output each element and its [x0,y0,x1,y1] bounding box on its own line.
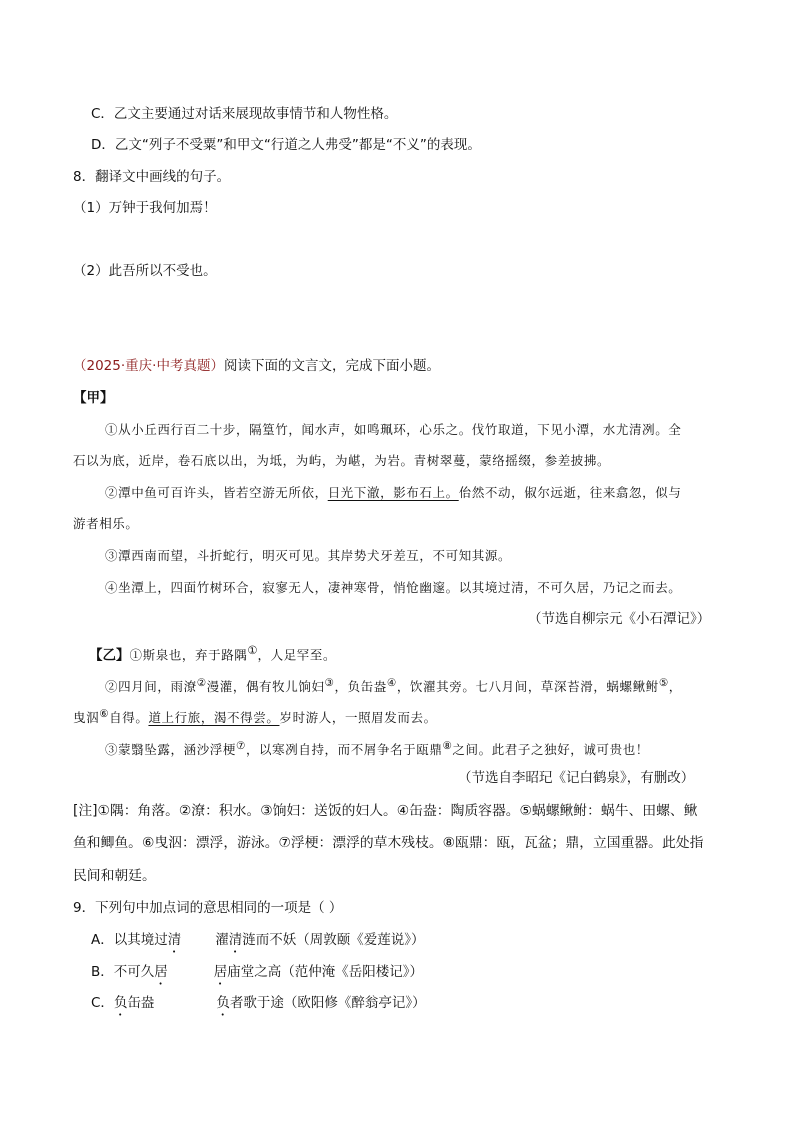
yi-p2-text-g: 自得。 [109,710,149,726]
yi-p3-text-a: ③蒙翳坠露，涵沙浮梗 [105,742,237,758]
question-8-sentence-1: （1）万钟于我何加焉！ [73,200,217,216]
yi-p3-text-c: 之间。此君子之独好，诚可贵也！ [452,742,649,758]
note-marker-2: ② [196,677,207,689]
section-header [73,356,440,376]
option-c: C．乙文主要通过对话来展现故事情节和人物性格。 [91,106,398,122]
yi-p1-text-a: ①斯泉也，弃于路隅 [129,647,248,663]
note-marker-6: ⑥ [99,708,110,720]
source-tag: （2025·重庆·中考真题） [73,358,224,374]
notes-line1: [注]①隅：角落。②潦：积水。③饷妇：送饭的妇人。④缶盎：陶质容器。⑤蜗螺鳅鲋：蜗牛、田螺、鳅 [73,803,698,819]
q9-option-b [91,962,423,988]
note-marker-8: ⑧ [442,740,453,752]
q9-a-dotted-word-2: 清 [228,932,243,948]
q9-c-compare-text: 者歌于途（欧阳修《醉翁亭记》） [229,995,426,1011]
yi-p2-line1 [105,673,682,697]
option-d: D．乙文“列子不受粟”和甲文“行道之人弗受”都是“不义”的表现。 [91,137,481,153]
question-8-stem: 8．翻译文中画线的句子。 [73,169,231,185]
jia-p1-line1: ①从小丘西行百二十步，隔篁竹，闻水声，如鸣珮环，心乐之。伐竹取道，下见小潭，水尤清冽。全 [105,422,682,437]
yi-p3-text-b: ，以寒冽自持，而不屑争名于瓯鼎 [245,742,443,758]
passage-yi-label: 【乙】 [89,647,130,664]
notes-line3: 民间和朝廷。 [73,868,156,884]
jia-p2-line2: 游者相乐。 [73,516,139,531]
note-marker-1: ① [247,644,258,657]
q9-b-compare-text: 庙堂之高（范仲淹《岳阳楼记》） [227,964,424,980]
q9-option-a [91,930,425,956]
note-marker-7: ⑦ [236,740,246,752]
q9-a-compare-text: 涟而不妖（周敦颐《爱莲说》） [242,932,425,948]
jia-p3: ③潭西南而望，斗折蛇行，明灭可见。其岸势犬牙差互，不可知其源。 [105,548,512,563]
q9-a-dotted-word: 清 [167,932,182,948]
q9-c-dotted-word-2: 负 [216,995,230,1011]
jia-p2-text-b: 佁然不动，俶尔远逝，往来翕忽，似与 [458,485,682,500]
q9-a-compare-prefix: 濯 [215,932,229,948]
q9-b-dotted-word: 居 [154,964,168,980]
jia-p2-text-a: ②潭中鱼可百许头，皆若空游无所依， [105,485,328,500]
question-9-stem: 9．下列句中加点词的意思相同的一项是（ ） [73,900,343,916]
yi-p1-text-b: ，人足罕至。 [257,647,337,663]
yi-p2-text-f: 曳泅 [73,710,100,726]
yi-p2-text-e: ， [668,679,682,695]
yi-p3-line [105,736,649,760]
q9-c-prefix: C． [91,995,114,1011]
yi-p2-text-c: ，负缶盎 [334,679,387,695]
yi-p2-text-h: 岁时游人，一照眉发而去。 [279,710,437,726]
yi-underlined-sentence: 道上行旅，渴不得尝。 [148,710,280,726]
yi-p2-line2 [73,704,437,728]
notes-line2: 鱼和鲫鱼。⑥曳泅：漂浮，游泳。⑦浮梗：漂浮的草木残枝。⑧瓯鼎：瓯，瓦盆；鼎，立国重器。此处指 [73,835,704,851]
jia-p1-line2: 石以为底，近岸，卷石底以出，为坻，为屿，为嵁，为岩。青树翠蔓，蒙络摇缀，参差披拂。 [73,453,611,468]
note-marker-5: ⑤ [658,677,669,689]
jia-underlined-sentence: 日光下澈，影布石上。 [327,485,459,500]
section-instruction: 阅读下面的文言文，完成下面小题。 [223,358,440,374]
yi-p2-text-d: ，饮濯其旁。七八月间，草深苔滑，蜗螺鳅鲋 [396,679,659,695]
passage-jia-label: 【甲】 [73,390,114,406]
jia-p4: ④坐潭上，四面竹树环合，寂寥无人，凄神寒骨，悄怆幽邃。以其境过清，不可久居，乃记之而去。 [105,580,682,595]
note-marker-3: ③ [324,677,335,689]
q9-b-dotted-word-2: 居 [213,964,228,980]
question-8-sentence-2: （2）此吾所以不受也。 [73,263,217,279]
yi-p1-line [89,641,336,666]
jia-p2-line1 [105,483,681,503]
q9-b-prefix: B．不可久 [91,964,155,980]
yi-citation: （节选自李昭玘《记白鹤泉》，有删改） [458,770,695,786]
note-marker-4: ④ [386,677,397,689]
q9-c-text: 缶盎 [127,995,155,1011]
jia-citation: （节选自柳宗元《小石潭记》） [528,611,711,627]
yi-p2-text-a: ②四月间，雨潦 [105,679,197,695]
q9-option-c [91,993,426,1019]
q9-c-dotted-word: 负 [113,995,128,1011]
yi-p2-text-b: 漫灌，偶有牧儿饷妇 [206,679,325,695]
q9-a-prefix: A．以其境过 [91,932,168,948]
